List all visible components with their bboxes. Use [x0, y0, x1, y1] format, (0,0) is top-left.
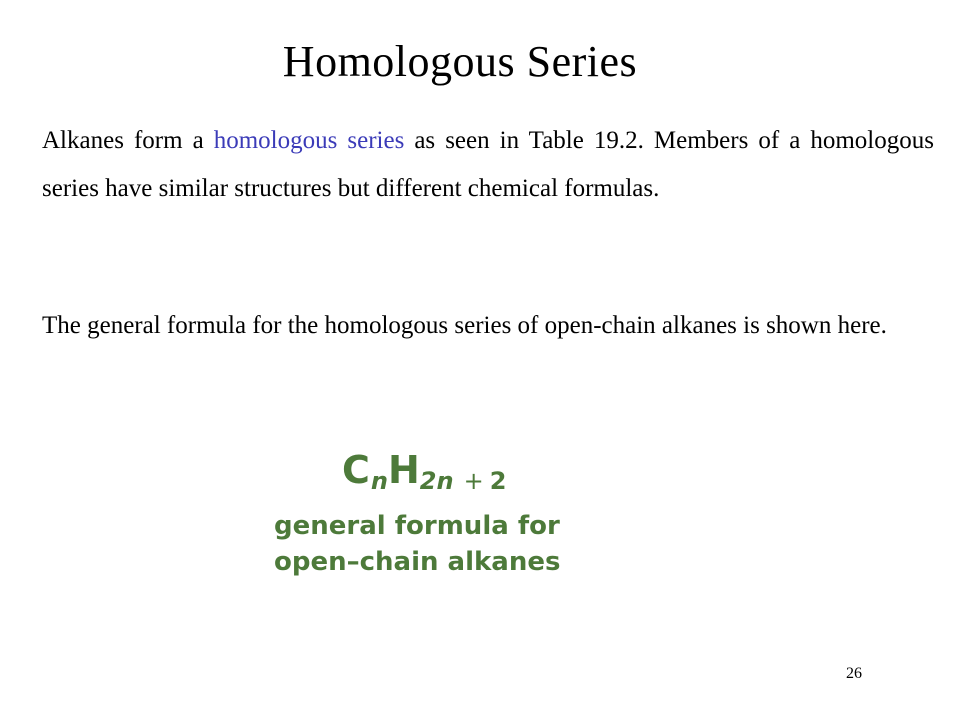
- paragraph-text-end: as seen in Table 19.2. Members of a homologous series have similar structures but different chemical formulas.: [42, 127, 934, 202]
- page-number: 26: [846, 665, 862, 682]
- caption-line-2: open–chain alkanes: [274, 547, 561, 577]
- paragraph-homologous-definition: [42, 117, 934, 213]
- formula-carbon: C: [342, 448, 370, 492]
- formula-carbon-subscript: n: [370, 467, 388, 495]
- formula-plus: +: [463, 467, 484, 495]
- formula-two: 2: [489, 467, 507, 495]
- formula-hydrogen-subscript: 2n: [419, 467, 454, 495]
- caption-line-1: general formula for: [274, 511, 560, 541]
- paragraph-text-start: Alkanes form a: [42, 127, 214, 154]
- slide-title: Homologous Series: [282, 37, 638, 86]
- highlighted-term: homologous series: [213, 127, 405, 154]
- formula-caption: [274, 508, 560, 580]
- general-formula: [342, 448, 507, 495]
- formula-hydrogen: H: [387, 448, 420, 492]
- paragraph-general-formula: The general formula for the homologous series of open-chain alkanes is shown here.: [42, 312, 887, 339]
